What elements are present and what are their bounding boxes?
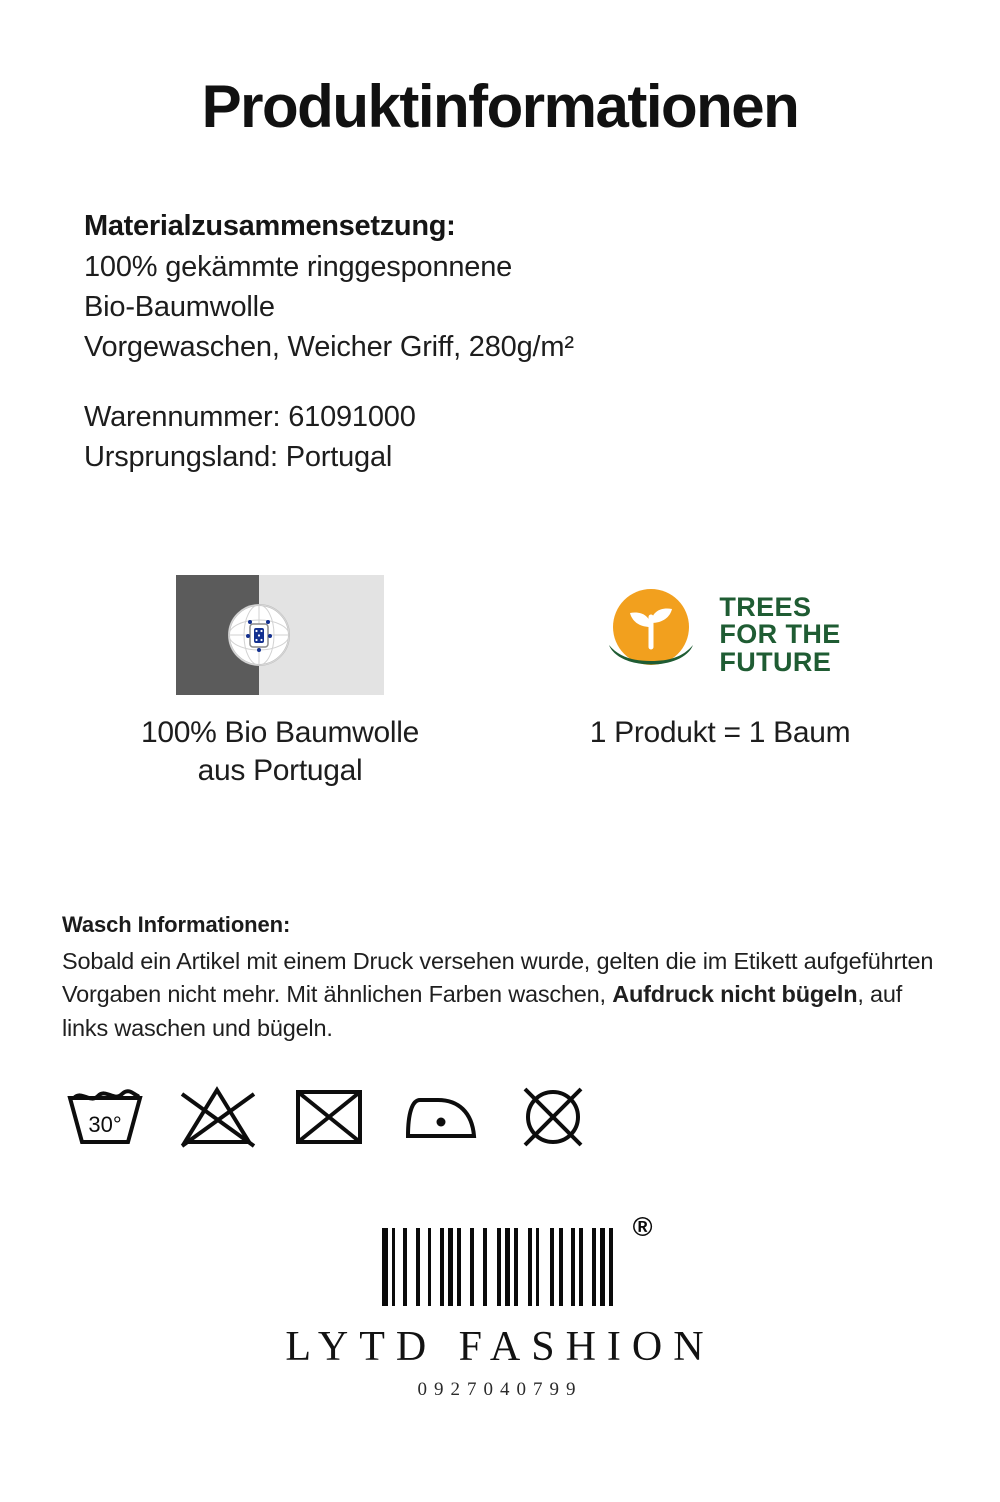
customs-number: Warennummer: 61091000: [84, 401, 416, 434]
material-line-3: Vorgewaschen, Weicher Griff, 280g/m²: [84, 331, 574, 364]
barcode-bar: [563, 1228, 571, 1306]
barcode-bar: [461, 1228, 470, 1306]
barcode-wrapper: [382, 1212, 653, 1306]
barcode-bar: [539, 1228, 550, 1306]
badge-caption: [60, 714, 500, 791]
care-symbols-row: [62, 1080, 596, 1152]
barcode-bar: [487, 1228, 497, 1306]
material-label: Materialzusammensetzung:: [84, 210, 456, 242]
badge-caption-line-1: 100% Bio Baumwolle: [140, 716, 420, 749]
material-line-1: 100% gekämmte ringgesponnene: [84, 251, 513, 283]
iron-low-heat-icon: [398, 1080, 484, 1152]
trees-for-the-future-logo: [599, 583, 840, 687]
barcode-bar: [474, 1228, 483, 1306]
wash-information-block: [62, 912, 938, 1045]
wash-text-part-2: , auf links waschen und bügeln.: [62, 981, 903, 1041]
badge-caption: [500, 714, 940, 752]
page-title: Produktinformationen: [201, 73, 799, 140]
barcode-bar: [583, 1228, 592, 1306]
wash-temp-label: 30°: [88, 1112, 122, 1137]
portugal-coat-of-arms-icon: [220, 596, 298, 674]
registered-trademark-icon: ®: [632, 1212, 653, 1242]
logo-word-2: FOR THE: [719, 619, 841, 650]
wash-text: [62, 945, 938, 1045]
wash-30-degrees-icon: [62, 1080, 148, 1152]
do-not-bleach-icon: [174, 1080, 260, 1152]
badge-caption-line-2: aus Portugal: [197, 754, 363, 788]
brand-number: 0927040799: [417, 1379, 583, 1400]
badge-portugal: [60, 570, 500, 791]
barcode-bar: [518, 1228, 528, 1306]
material-composition-block: [84, 210, 924, 477]
badge-caption-line-1: 1 Produkt = 1 Baum: [589, 716, 851, 749]
wash-heading: Wasch Informationen:: [62, 912, 291, 937]
badge-art: [60, 570, 500, 700]
barcode-icon: [382, 1228, 619, 1306]
do-not-tumble-dry-icon: [286, 1080, 372, 1152]
do-not-dry-clean-icon: [510, 1080, 596, 1152]
tree-in-hand-icon: [599, 583, 703, 687]
wash-text-part-1: Sobald ein Artikel mit einem Druck versehen wurde, gelten die im Etikett aufgeführten Vorgaben nicht mehr. Mit ähnlichen Farben waschen,: [62, 948, 934, 1008]
country-of-origin: Ursprungsland: Portugal: [84, 441, 393, 474]
brand-block: [0, 1212, 1000, 1401]
logo-word-1: TREES: [719, 591, 812, 622]
barcode-bar: [613, 1228, 619, 1306]
barcode-bar: [407, 1228, 416, 1306]
logo-wordmark: [719, 591, 841, 677]
badge-row: [60, 570, 940, 791]
barcode-bar: [420, 1228, 428, 1306]
portugal-flag-icon: [176, 575, 384, 695]
logo-word-3: FUTURE: [719, 646, 832, 677]
brand-name: LYTD FASHION: [285, 1324, 715, 1370]
barcode-bar: [431, 1228, 440, 1306]
badge-trees-for-the-future: [500, 570, 940, 752]
material-line-2: Bio-Baumwolle: [84, 291, 275, 324]
spacer: [84, 367, 924, 397]
badge-art: [500, 570, 940, 700]
wash-text-emphasis: Aufdruck nicht bügeln: [612, 981, 858, 1008]
barcode-bar: [395, 1228, 403, 1306]
